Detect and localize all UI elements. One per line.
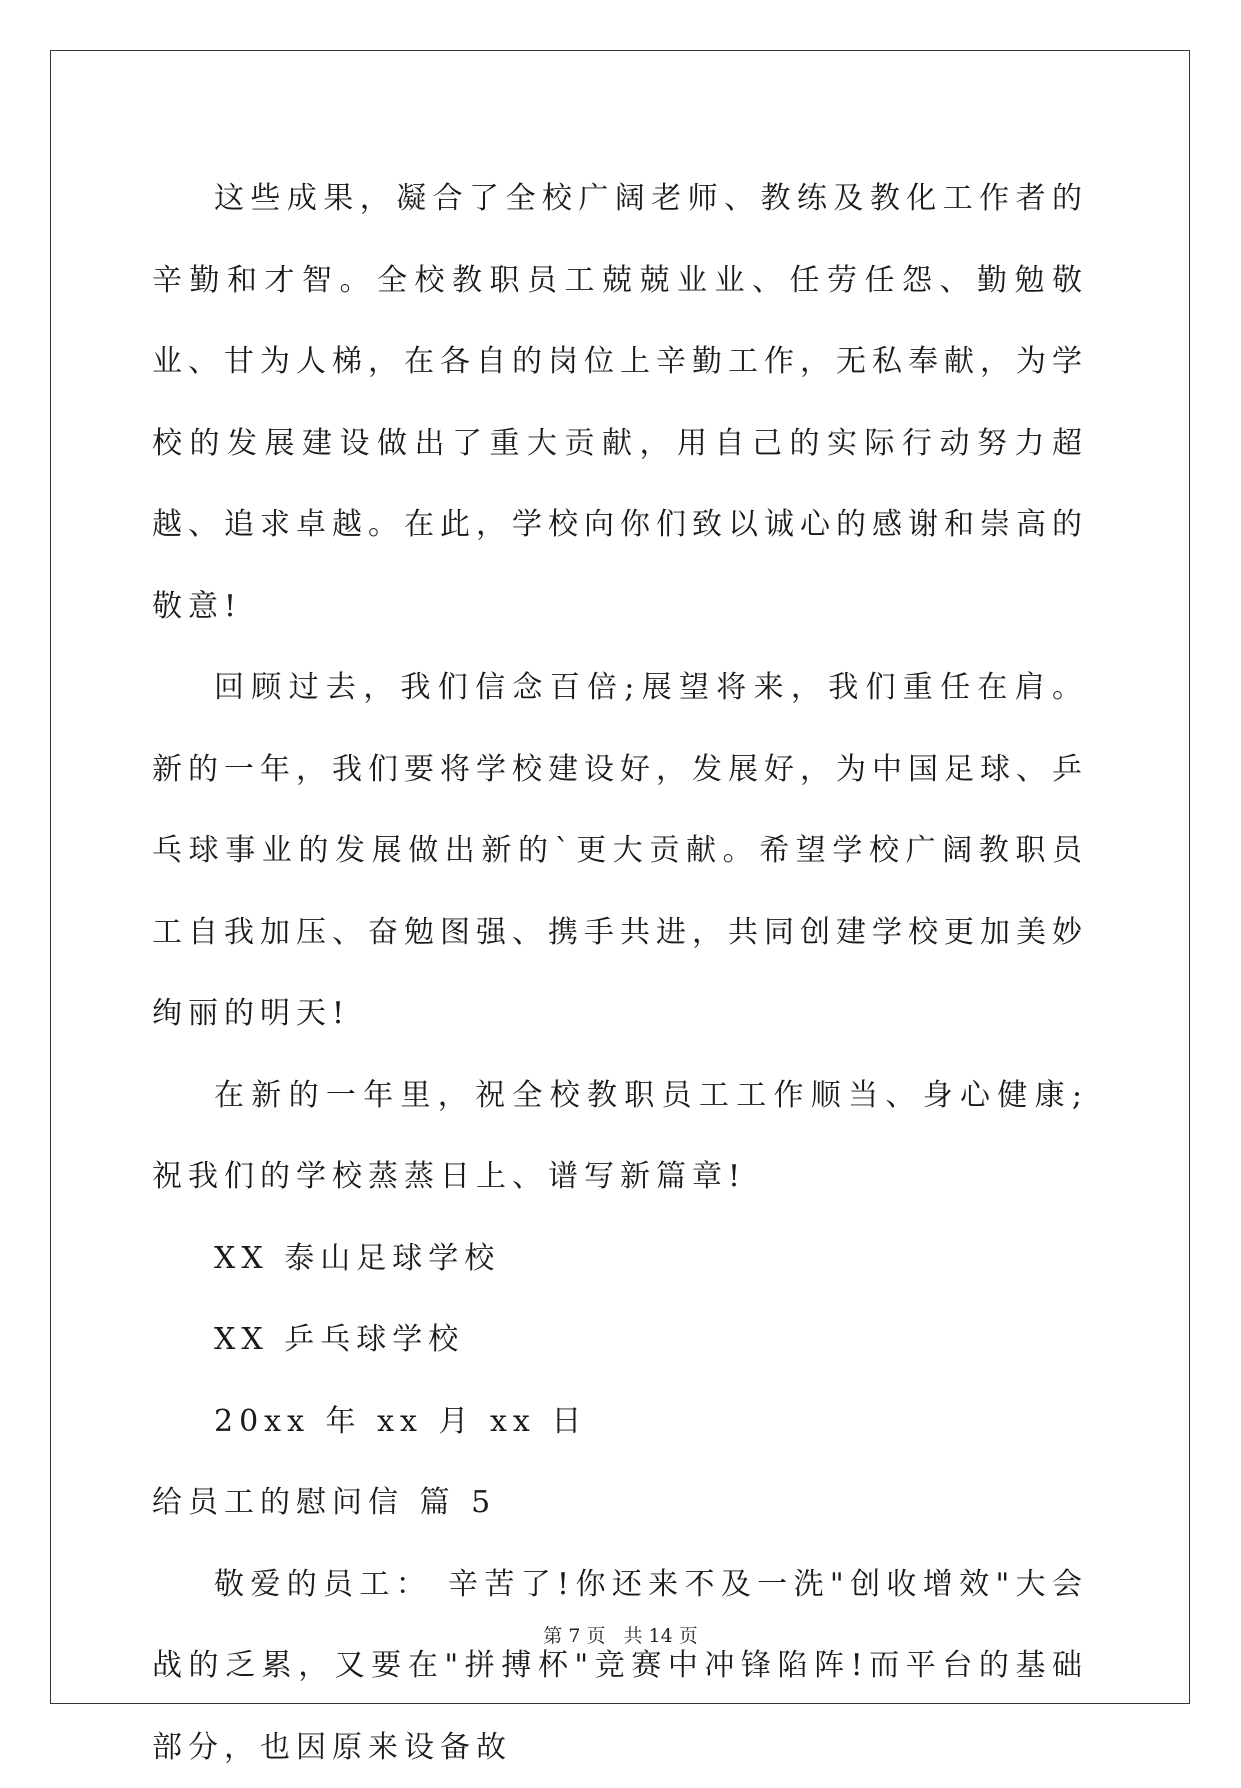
signature-date: 20xx 年 xx 月 xx 日 — [152, 1381, 1088, 1463]
page-total: 共 14 页 — [623, 1625, 697, 1647]
paragraph-letter-opening: 敬爱的员工： 辛苦了!你还来不及一洗"创收增效"大会战的乏累，又要在"拼搏杯"竞赛中冲锋陷阵!而平台的基础部分，也因原来设备故 — [152, 1544, 1088, 1788]
page-number: 第 7 页 — [543, 1625, 605, 1647]
page-footer — [0, 1624, 1241, 1648]
paragraph-review-outlook: 回顾过去，我们信念百倍;展望将来，我们重任在肩。新的一年，我们要将学校建设好，发展好，为中国足球、乒乓球事业的发展做出新的`更大贡献。希望学校广阔教职员工自我加压、奋勉图强、携手共进，共同创建学校更加美妙绚丽的明天! — [152, 647, 1088, 1055]
signature-football-school: XX 泰山足球学校 — [152, 1218, 1088, 1300]
signature-table-tennis-school: XX 乒乓球学校 — [152, 1299, 1088, 1381]
paragraph-achievements: 这些成果，凝合了全校广阔老师、教练及教化工作者的辛勤和才智。全校教职员工兢兢业业、任劳任怨、勤勉敬业、甘为人梯，在各自的岗位上辛勤工作，无私奉献，为学校的发展建设做出了重大贡献，用自己的实际行动努力超越、追求卓越。在此，学校向你们致以诚心的感谢和崇高的敬意! — [152, 158, 1088, 647]
document-body — [152, 158, 1088, 1788]
paragraph-new-year-wishes: 在新的一年里，祝全校教职员工工作顺当、身心健康;祝我们的学校蒸蒸日上、谱写新篇章! — [152, 1055, 1088, 1218]
section-heading: 给员工的慰问信 篇 5 — [152, 1462, 1088, 1544]
